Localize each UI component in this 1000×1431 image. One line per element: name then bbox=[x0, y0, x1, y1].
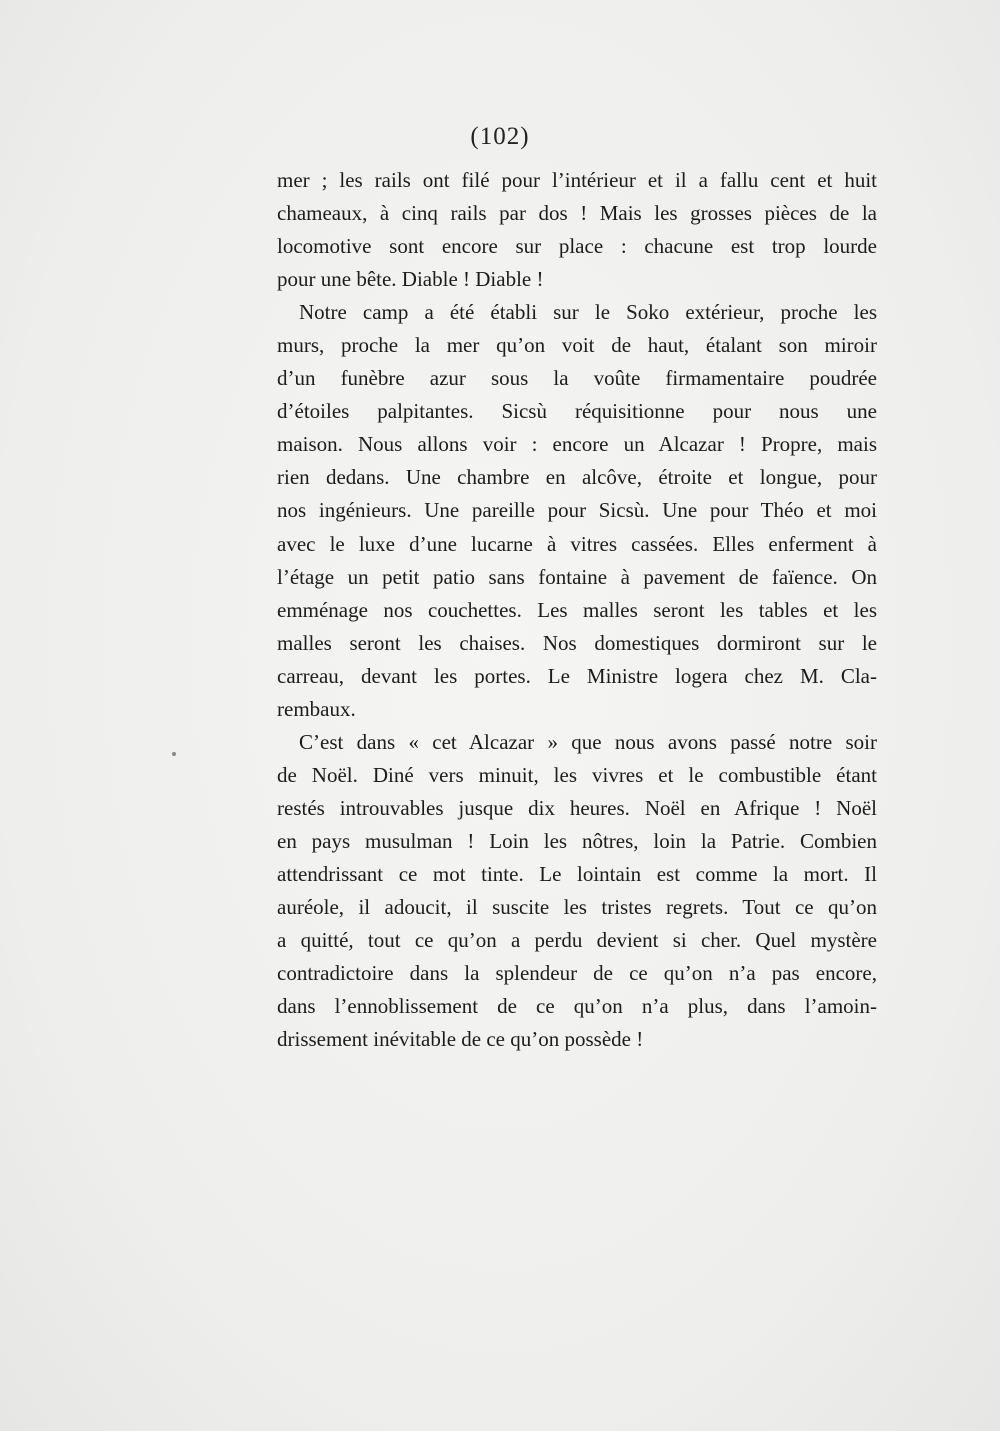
text-line: d’un funèbre azur sous la voûte firmamentaire poudrée bbox=[277, 366, 877, 391]
text-line: avec le luxe d’une lucarne à vitres cassées. Elles enferment à bbox=[277, 531, 877, 556]
body-text bbox=[277, 164, 877, 1056]
text-line: l’étage un petit patio sans fontaine à pavement de faïence. On bbox=[277, 564, 877, 589]
text-line: auréole, il adoucit, il suscite les tristes regrets. Tout ce qu’on bbox=[277, 895, 877, 920]
text-line: mer ; les rails ont filé pour l’intérieur et il a fallu cent et huit bbox=[277, 168, 877, 192]
text-line: C’est dans « cet Alcazar » que nous avons passé notre soir bbox=[299, 729, 877, 754]
text-line: a quitté, tout ce qu’on a perdu devient si cher. Quel mystère bbox=[277, 928, 877, 953]
text-line: rien dedans. Une chambre en alcôve, étroite et longue, pour bbox=[277, 465, 877, 490]
text-line: malles seront les chaises. Nos domestiques dormiront sur le bbox=[277, 630, 877, 655]
text-line: de Noël. Diné vers minuit, les vivres et le combustible étant bbox=[277, 762, 877, 787]
text-line: contradictoire dans la splendeur de ce qu’on n’a pas encore, bbox=[277, 961, 877, 986]
text-line: murs, proche la mer qu’on voit de haut, étalant son miroir bbox=[277, 333, 877, 358]
text-line: emménage nos couchettes. Les malles seront les tables et les bbox=[277, 597, 877, 622]
paper-speck bbox=[172, 752, 176, 756]
text-line: attendrissant ce mot tinte. Le lointain est comme la mort. Il bbox=[277, 861, 877, 886]
text-line: rembaux. bbox=[277, 696, 356, 721]
page-number: (102) bbox=[470, 123, 530, 150]
text-line: locomotive sont encore sur place : chacune est trop lourde bbox=[277, 234, 877, 259]
text-line: en pays musulman ! Loin les nôtres, loin la Patrie. Combien bbox=[277, 828, 877, 853]
text-line: nos ingénieurs. Une pareille pour Sicsù. Une pour Théo et moi bbox=[277, 498, 877, 523]
text-line: pour une bête. Diable ! Diable ! bbox=[277, 267, 544, 292]
text-line: maison. Nous allons voir : encore un Alcazar ! Propre, mais bbox=[277, 432, 877, 457]
text-line: chameaux, à cinq rails par dos ! Mais les grosses pièces de la bbox=[277, 201, 877, 226]
text-line: d’étoiles palpitantes. Sicsù réquisitionne pour nous une bbox=[277, 399, 877, 424]
text-line: carreau, devant les portes. Le Ministre logera chez M. Cla- bbox=[277, 663, 877, 688]
text-line: drissement inévitable de ce qu’on possède ! bbox=[277, 1027, 644, 1052]
text-line: dans l’ennoblissement de ce qu’on n’a plus, dans l’amoin- bbox=[277, 994, 877, 1019]
text-line: restés introuvables jusque dix heures. Noël en Afrique ! Noël bbox=[277, 795, 877, 820]
text-line: Notre camp a été établi sur le Soko extérieur, proche les bbox=[299, 300, 877, 325]
